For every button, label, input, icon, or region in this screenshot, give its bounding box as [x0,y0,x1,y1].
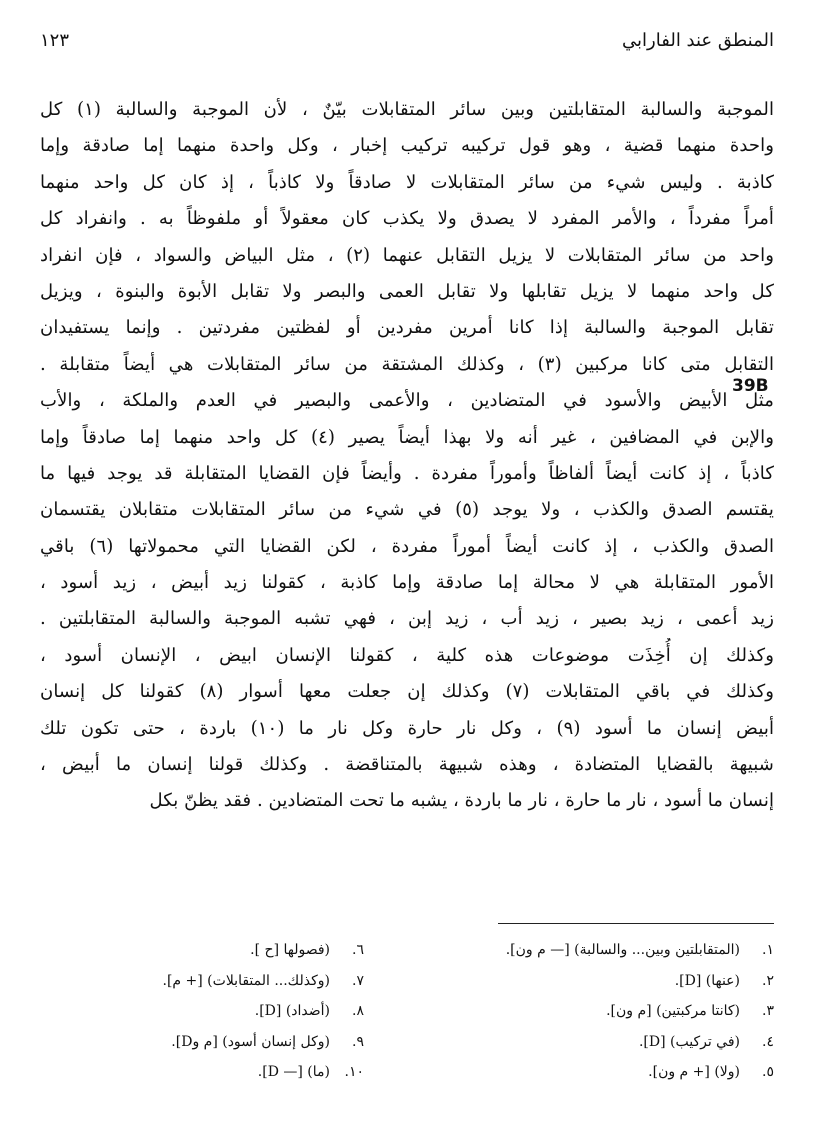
footnotes-column-left [34,935,364,1088]
running-header [40,30,774,70]
footnote [34,996,364,1027]
text-line: الصدق والكذب ، إذ كانت أيضاً أموراً مفردة ، لكن القضايا التي محمولاتها (٦) باقي [40,535,774,557]
footnote-text: (المتقابلتين وبين... والسالبة) [— م ون]. [505,942,740,958]
footnote [414,1027,774,1058]
running-title: المنطق عند الفارابي [622,30,774,51]
footnote-number: ٤. [762,1033,774,1050]
footnote [414,1057,774,1088]
text-line: شبيهة بالقضايا المتضادة ، وهذه شبيهة بالمتناقضة . وكذلك قولنا إنسان ما أبيض ، [40,754,774,776]
text-line: أبيض إنسان ما أسود (٩) ، وكل نار حارة وكل نار ما (١٠) باردة ، حتى تكون تلك [40,717,774,739]
text-line: كاذباً ، إذ كانت أيضاً ألفاظاً وأموراً مفردة . وأيضاً فإن القضايا المتقابلة قد يوجد فيها ما [40,462,774,484]
text-line: إنسان ما أسود ، نار ما حارة ، نار ما باردة ، يشبه ما تحت المتضادين . فقد يظنّ بكل [149,790,774,812]
text-line: كاذبة . وليس شيء من سائر المتقابلات لا صادقاً ولا كاذباً ، إذ كان كل واحد منهما [40,171,774,193]
text-line: والإبن في المضافين ، غير أنه ولا بهذا أيضاً يصير (٤) كل واحد منهما إما صادقاً وإما [40,426,774,448]
text-line: مثل الأبيض والأسود في المتضادين ، والأعمى والبصير في العدم والملكة ، والأب [40,390,774,412]
text-line: تقابل الموجبة والسالبة إذا كانا أمرين مفردين أو لفظتين مفردتين . وإنما يستفيدان [40,317,774,339]
text-line: زيد أعمى ، زيد بصير ، زيد أب ، زيد إبن ، فهي تشبه الموجبة والسالبة المتقابلتين . [40,608,774,630]
footnotes-column-right [414,935,774,1088]
footnote-text: (كانتا مركبتين) [م ون]. [606,1003,740,1019]
footnote [34,966,364,997]
footnote-text: (ما) [— D]. [257,1064,330,1080]
footnote [414,966,774,997]
footnote-number: ٧. [352,972,364,989]
footnote-number: ٢. [762,972,774,989]
text-line: وكذلك في باقي المتقابلات (٧) وكذلك إن جعلت معها أسوار (٨) كقولنا كل إنسان [40,681,774,703]
footnote [34,1027,364,1058]
text-line: الأمور المتقابلة هي لا محالة إما صادقة وإما كاذبة ، كقولنا زيد أبيض ، زيد أسود ، [40,572,774,594]
footnote-number: ٥. [762,1064,774,1080]
text-line: وكذلك إن أُخِذَت موضوعات هذه كلية ، كقولنا الإنسان ابيض ، الإنسان أسود ، [40,644,774,666]
text-line: يقتسم الصدق والكذب ، ولا يوجد (٥) في شيء من سائر المتقابلات متقابلان يقتسمان [40,499,774,521]
footnote-number: ٣. [762,1003,774,1019]
footnote-text: (عنها) [D]. [674,972,740,989]
footnote-text: (وكذلك... المتقابلات) [+ م]. [162,972,330,989]
main-text [40,92,774,820]
footnote-text: (فصولها [ح ]. [250,942,330,958]
margin-folio-note: 39B [732,376,769,396]
footnote-text: (أضداد) [D]. [254,1003,330,1019]
text-line: كل واحد منهما لا يزيل تقابلها ولا تقابل العمى والبصر ولا تقابل الأبوة والبنوة ، ويزيل [40,280,774,302]
footnote-separator [498,923,774,924]
footnote [414,996,774,1027]
footnote-number: ١٠. [344,1064,364,1080]
footnote [414,935,774,966]
footnote-text: (في تركيب) [D]. [638,1033,740,1050]
footnote-number: ٩. [352,1033,364,1050]
footnote-number: ٨. [352,1003,364,1019]
text-line: أمراً مفرداً ، والأمر المفرد لا يصدق ولا يكذب كان معقولاً أو ملفوظاً به . وانفراد كل [40,208,774,230]
text-line: واحد من سائر المتقابلات لا يزيل التقابل عنهما (٢) ، مثل البياض والسواد ، فإن انفراد [40,244,774,266]
footnote-text: (ولا) [+ م ون]. [648,1064,740,1080]
page-number: ١٢٣ [40,30,70,51]
text-line: الموجبة والسالبة المتقابلتين وبين سائر المتقابلات بيّنٌ ، لأن الموجبة والسالبة (١) كل [40,99,774,120]
footnote-number: ٦. [352,942,364,958]
footnote [34,1057,364,1088]
text-line: التقابل متى كانا مركبين (٣) ، وكذلك المشتقة من سائر المتقابلات هي أيضاً متقابلة . [40,353,774,375]
text-line: واحدة منهما قضية ، وهو قول تركيبه تركيب إخبار ، وكل واحدة منهما إما صادقة وإما [40,135,774,157]
footnote-number: ١. [762,942,774,958]
footnote-text: (وكل إنسان أسود) [م وD]. [171,1033,330,1050]
footnote [34,935,364,966]
